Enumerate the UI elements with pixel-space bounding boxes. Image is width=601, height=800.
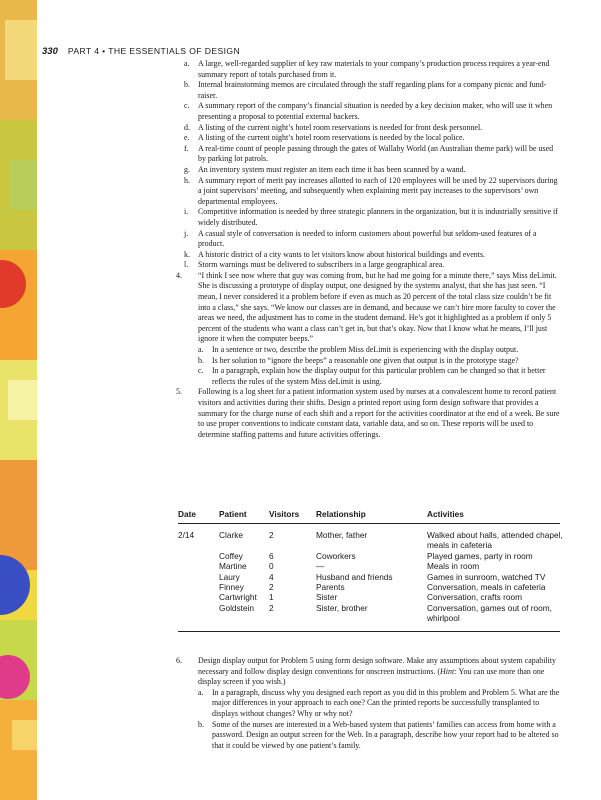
header-activities: Activities: [427, 509, 464, 519]
problems-text: [176, 59, 560, 440]
problem-6: 6. Design display output for Problem 5 using form design software. Make any assumptions about system capability necessary and follow display design conventions for onscreen instructions. (Hint: You can use more than one display screen if you wish.): [176, 656, 557, 687]
problem-6-subitems: [198, 688, 560, 752]
list-item: d. A listing of the current night’s hotel room reservations is needed for front desk personnel.: [184, 122, 483, 132]
list-item: a. In a paragraph, discuss why you designed each report as you did in this problem and Problem 5. What are the major differences in your approach to each one? Can the printed reports be successfully transplanted to displays without changes? Why or why not?: [198, 687, 560, 718]
list-item: h. A summary report of merit pay increases allotted to each of 120 employees will be used by 22 supervisors during a joint supervisors’ meeting, and subsequently when explaining merit pay increases to the supervisors’ own departmental employees.: [184, 175, 558, 206]
problem-4-text: “I think I see now where that guy was coming from, but he had me going for a minute there,” says Miss deLimit. She is discussing a prototype of display output, one designed by the systems analyst, that she has just seen. “I mean, I never considered it a problem before if even as much as 20 percent of the total class size couldn’t be fit into a class,” she says. “We know our classes are in demand, and because we can’t hire more faculty to cover the areas we need, the adjustment has to come in the student demand. He’s got it highlighted as a problem if only 5 percent of the students who want a class can’t get in, but that’s okay. Now that I know what he means, I’ll just ignore it when the computer beeps.”: [198, 270, 557, 344]
table-row: Martine 0 — Meals in room: [219, 561, 480, 572]
list-item: e. A listing of the current night’s hotel room reservations is needed by the local police.: [184, 133, 465, 143]
table-row: Finney 2 Parents Conversation, meals in cafeteria: [219, 581, 546, 592]
table-row: Goldstein 2 Sister, brother Conversation, games out of room, whirlpool: [219, 602, 552, 624]
list-item: a. A large, well-regarded supplier of key raw materials to your company’s production process requires a year-end summary report of totals purchased from it.: [184, 59, 550, 79]
list-item: c. A summary report of the company’s financial situation is needed by a key decision maker, who will use it when presenting a proposal to potential external backers.: [184, 101, 553, 121]
header-visitors: Visitors: [269, 509, 300, 519]
table-row: Cartwright 1 Sister Conversation, crafts room: [219, 592, 522, 603]
list-item: k. A historic district of a city wants to let visitors know about historical buildings and events.: [184, 249, 486, 259]
table-row: 2/14 Clarke 2 Mother, father Walked about halls, attended chapel, meals in cafeteria: [178, 530, 563, 551]
page-number: 330: [42, 46, 58, 57]
section-title: PART 4 • THE ESSENTIALS OF DESIGN: [67, 46, 241, 56]
table-row: Laury 4 Husband and friends Games in sunroom, watched TV: [219, 571, 546, 582]
hint-label: Hint:: [440, 666, 457, 676]
table-bottom-rule: [178, 631, 560, 632]
list-item: i. Competitive information is needed by three strategic planners in the organization, but it is industrially sensitive if widely distributed.: [184, 207, 558, 227]
list-item: j. A casual style of conversation is needed to inform customers about powerful but seldom-used features of a product.: [184, 228, 537, 249]
table-body: [178, 524, 563, 624]
log-sheet-table: [178, 509, 563, 632]
list-item: c. In a paragraph, explain how the display output for this particular problem can be changed so that it better reflects the rules of the system Miss deLimit is using.: [198, 366, 546, 386]
table-row: Coffey 6 Coworkers Played games, party in room: [219, 550, 533, 561]
table-header: [178, 509, 560, 524]
list-item: f. A real-time count of people passing through the gates of Wallaby World (an Australian theme park) will be used by parking lot patrols.: [184, 143, 554, 164]
header-date: Date: [178, 509, 196, 519]
list-item: b. Internal brainstorming memos are circulated through the staff regarding plans for a company picnic and fund-raiser.: [184, 80, 547, 100]
header-patient: Patient: [219, 509, 247, 519]
page-header: [42, 46, 240, 57]
list-item: b. Some of the nurses are interested in a Web-based system that patients’ families can access from home with a password. Design an output screen for the Web. In a paragraph, describe how your report had to be altered so that it could be viewed by one patient’s family.: [198, 719, 559, 750]
problem-5: 5. Following is a log sheet for a patient information system used by nurses at a convalescent home to record patient visitors and activities during their shifts. Design a printed report using form design software that provides a summary for the charge nurse of each shift and a report for the activities coordinator at the end of a week. Be sure to use proper conventions to indicate constant data, variable data, and so on. These reports will be used to determine staffing patterns and future activities offerings.: [176, 387, 560, 439]
header-relationship: Relationship: [316, 509, 366, 519]
list-item: a. In a sentence or two, describe the problem Miss deLimit is experiencing with the display output.: [198, 345, 519, 355]
list-item: b. Is her solution to “ignore the beeps” a reasonable one given that output is in the prototype stage?: [198, 355, 519, 365]
problem-4-subitems: [198, 345, 560, 387]
list-a-to-l: [176, 59, 560, 271]
list-item: l. Storm warnings must be delivered to subscribers in a large geographical area.: [184, 260, 445, 270]
problem-6-text: [176, 656, 560, 751]
problem-5-text: Following is a log sheet for a patient information system used by nurses at a convalescent home to record patient visitors and activities during their shifts. Design a printed report using form design software that provides a summary for the charge nurse of each shift and a report for the activities coordinator at the end of a week. Be sure to use proper conventions to indicate constant data, variable data, and so on. These reports will be used to determine staffing patterns and future activities offerings.: [198, 387, 560, 439]
list-item: g. An inventory system must register an item each time it has been scanned by a wand.: [184, 164, 466, 174]
decorative-side-strip: [0, 0, 37, 800]
problem-4: 4. “I think I see now where that guy was coming from, but he had me going for a minute there,” says Miss deLimit. She is discussing a prototype of display output, one designed by the systems analyst, that she has just seen. “I mean, I never considered it a problem before if even as much as 20 percent of the total class size couldn’t be fit into a class,” she says. “We know our classes are in demand, and because we can’t hire more faculty to cover the areas we need, the adjustment has to come in the student demand. He’s got it highlighted as a problem if only 5 percent of the students who want a class can’t get in, but that’s okay. Now that I know what he means, I’ll just ignore it when the computer beeps.”: [176, 271, 560, 345]
